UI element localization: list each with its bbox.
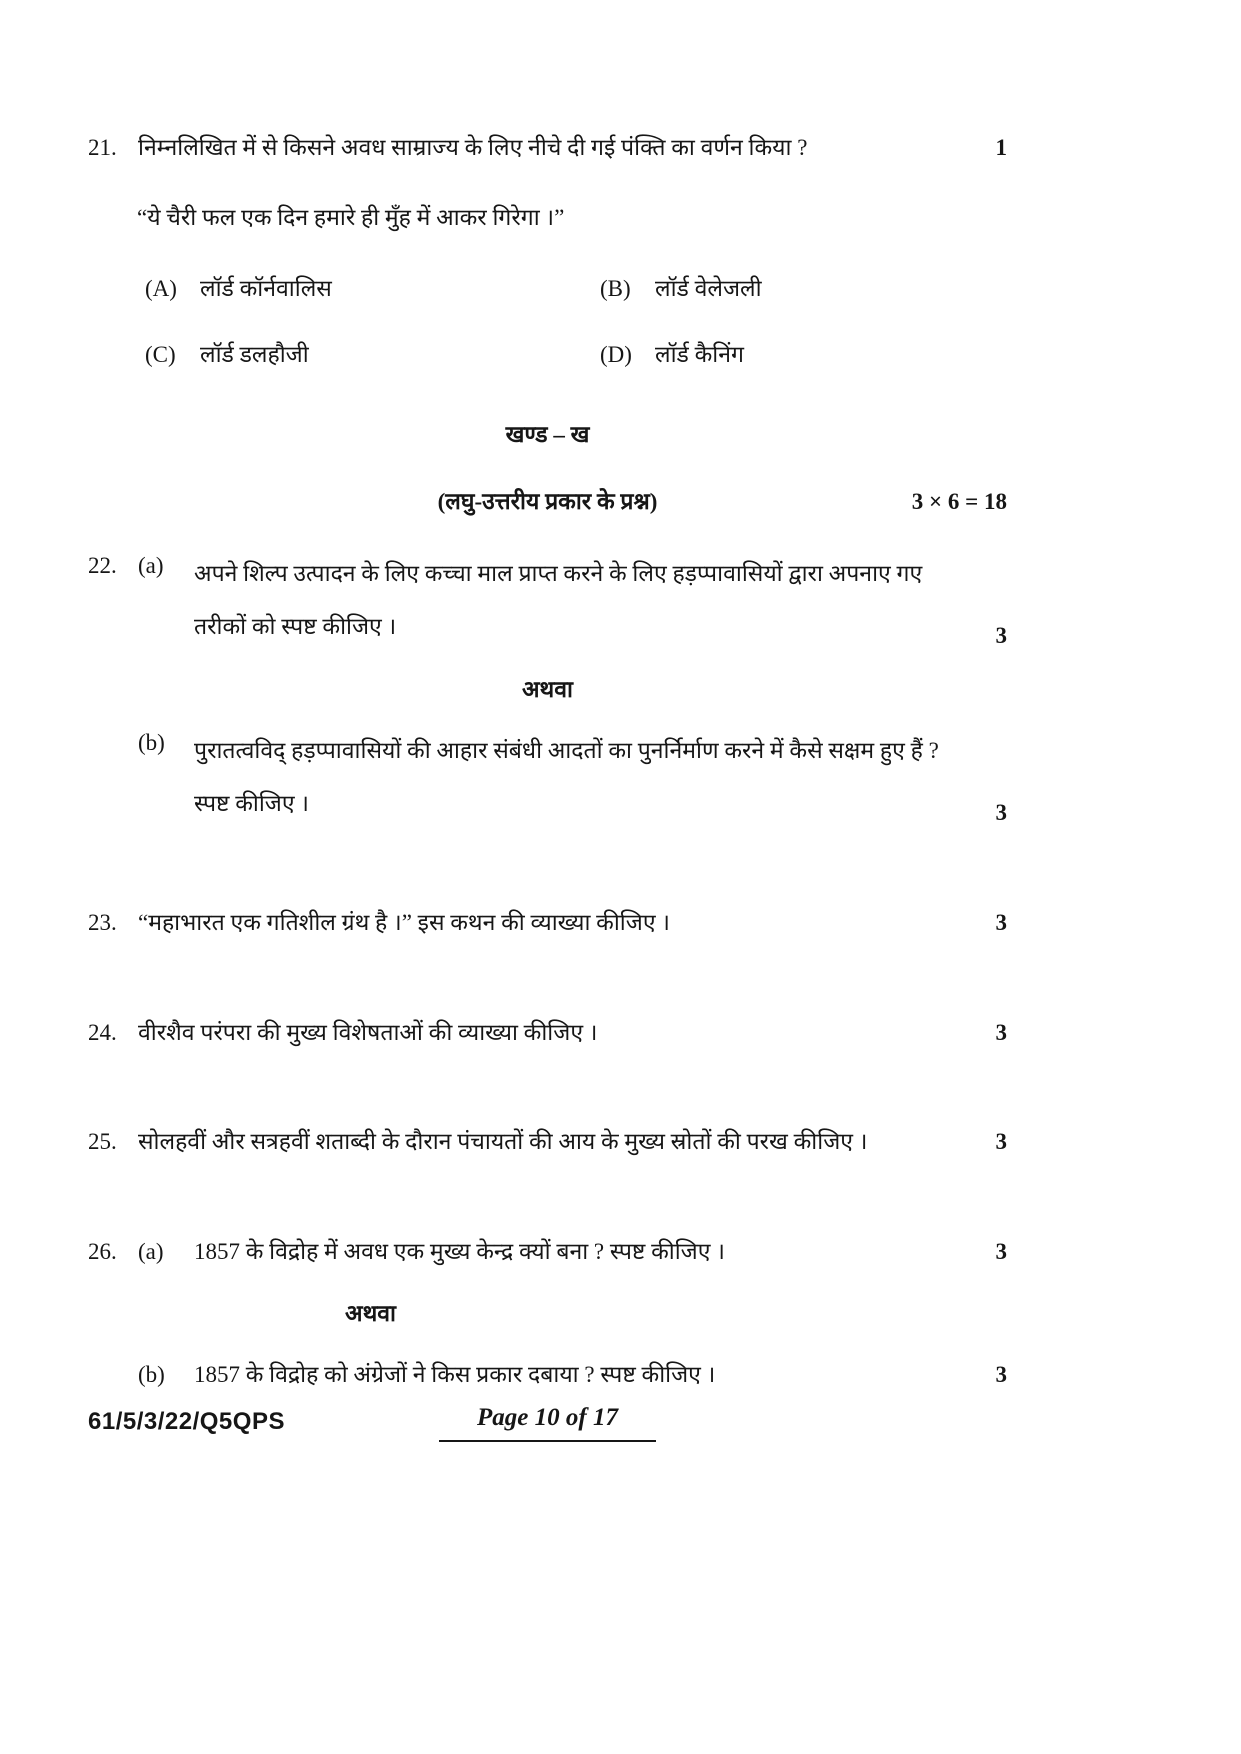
option-d-text: लॉर्ड कैनिंग (655, 341, 744, 367)
option-a (145, 271, 600, 307)
option-b-label: (B) (600, 276, 631, 302)
option-a-label: (A) (145, 276, 177, 302)
section-b-subtitle: (लघु-उत्तरीय प्रकार के प्रश्न) (437, 489, 658, 515)
question-26a-marks: 3 (995, 1238, 1007, 1264)
question-24-number: 24. (88, 1019, 117, 1045)
section-b-title: खण्ड – ख (505, 421, 590, 447)
question-22b (88, 725, 1007, 831)
question-22a-label: (a) (138, 552, 164, 578)
question-22-number: 22. (88, 552, 117, 578)
option-d-label: (D) (600, 341, 632, 367)
question-26b-marks: 3 (995, 1362, 1007, 1388)
question-26b (88, 1357, 1007, 1393)
option-c-label: (C) (145, 341, 176, 367)
question-26b-label: (b) (138, 1362, 165, 1388)
question-22a (88, 548, 1007, 654)
question-22b-text: पुरातत्वविद् हड़प्पावासियों की आहार संबंधी आदतों का पुनर्निर्माण करने में कैसे सक्षम हुए हैं ? स्पष्ट कीजिए । (194, 738, 939, 817)
question-26a-text: 1857 के विद्रोह में अवध एक मुख्य केन्द्र क्यों बना ? स्पष्ट कीजिए । (194, 1238, 725, 1264)
question-22-or-separator: अथवा (521, 676, 573, 702)
option-a-text: लॉर्ड कॉर्नवालिस (200, 276, 332, 302)
question-24 (88, 1015, 1007, 1051)
question-23-text: “महाभारत एक गतिशील ग्रंथ है ।” इस कथन की व्याख्या कीजिए । (138, 910, 671, 936)
question-21-marks: 1 (995, 135, 1007, 160)
question-21-options (88, 271, 1007, 372)
paper-code: 61/5/3/22/Q5QPS (88, 1408, 285, 1435)
option-c-text: लॉर्ड डलहौजी (200, 341, 309, 367)
question-23 (88, 905, 1007, 941)
section-b-marks-scheme: 3 × 6 = 18 (911, 489, 1007, 515)
question-25 (88, 1124, 1007, 1160)
question-21 (88, 130, 1007, 166)
question-24-text: वीरशैव परंपरा की मुख्य विशेषताओं की व्याख्या कीजिए । (138, 1019, 598, 1045)
question-23-marks: 3 (995, 910, 1007, 936)
page-number: Page 10 of 17 (439, 1404, 656, 1442)
question-24-marks: 3 (995, 1019, 1007, 1045)
question-26-number: 26. (88, 1238, 117, 1264)
question-26-or-separator: अथवा (345, 1300, 397, 1326)
question-22a-text: अपने शिल्प उत्पादन के लिए कच्चा माल प्राप्त करने के लिए हड़प्पावासियों द्वारा अपनाए गए तरीकों को स्पष्ट कीजिए । (194, 560, 923, 639)
question-22b-marks: 3 (995, 800, 1007, 826)
question-22b-label: (b) (138, 730, 165, 756)
option-c (145, 337, 600, 373)
question-25-marks: 3 (995, 1129, 1007, 1155)
options-row-cd (145, 337, 1007, 373)
question-22a-marks: 3 (995, 622, 1007, 648)
options-row-ab (145, 271, 1007, 307)
option-b (600, 271, 762, 307)
question-25-number: 25. (88, 1129, 117, 1155)
question-23-number: 23. (88, 910, 117, 936)
option-d (600, 337, 744, 373)
question-26a (88, 1234, 1007, 1270)
question-21-number: 21. (88, 135, 117, 160)
question-26a-label: (a) (138, 1238, 164, 1264)
section-b-subtitle-row (88, 484, 1007, 520)
page-footer (88, 1404, 1007, 1464)
question-26b-text: 1857 के विद्रोह को अंग्रेजों ने किस प्रकार दबाया ? स्पष्ट कीजिए । (194, 1362, 716, 1388)
question-21-text: निम्नलिखित में से किसने अवध साम्राज्य के लिए नीचे दी गई पंक्ति का वर्णन किया ? (138, 135, 808, 160)
page-number-wrap (88, 1404, 1007, 1442)
question-21-quote: “ये चैरी फल एक दिन हमारे ही मुँह में आकर गिरेगा ।” (137, 204, 565, 230)
question-25-text: सोलहवीं और सत्रहवीं शताब्दी के दौरान पंचायतों की आय के मुख्य स्रोतों की परख कीजिए । (138, 1129, 868, 1155)
option-b-text: लॉर्ड वेलेजली (655, 276, 762, 302)
